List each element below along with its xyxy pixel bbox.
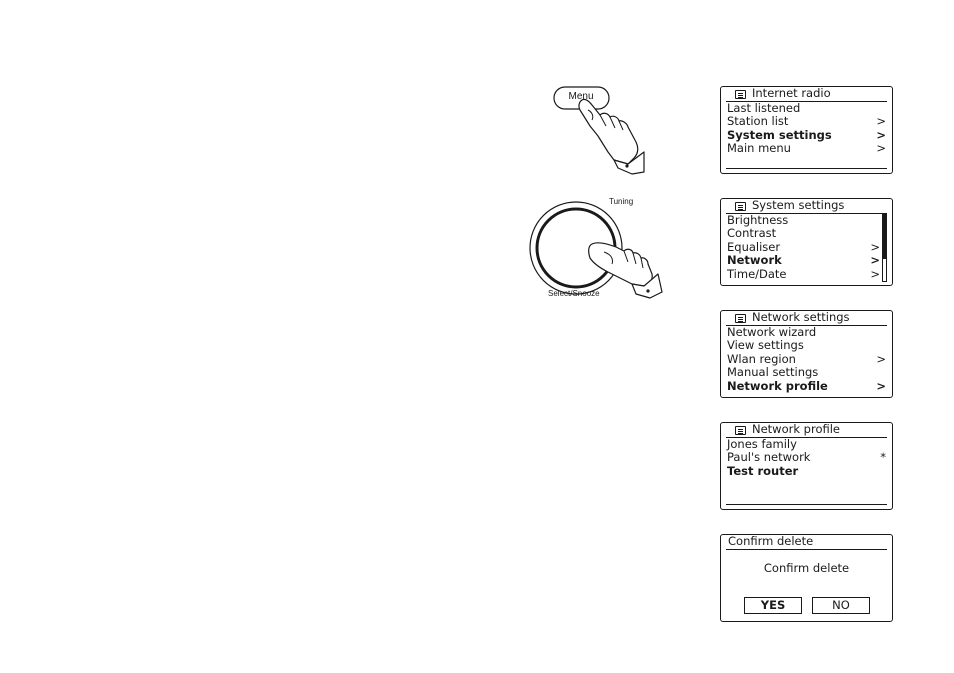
profile-item-test-router[interactable]: Test router xyxy=(727,463,799,478)
tuning-label: Tuning xyxy=(609,197,634,206)
chevron-right-icon: > xyxy=(876,351,886,366)
confirm-message: Confirm delete xyxy=(763,561,850,575)
chevron-right-icon: > xyxy=(876,141,886,156)
menu-button-label: Menu xyxy=(568,91,594,102)
chevron-right-icon: > xyxy=(870,266,880,281)
profile-item-pauls-network[interactable]: Paul's network * xyxy=(727,450,886,465)
menu-item-system-settings[interactable]: System settings > xyxy=(727,127,886,142)
menu-item-contrast[interactable]: Contrast xyxy=(727,226,777,241)
menu-item-time-date[interactable]: Time/Date > xyxy=(727,266,880,281)
menu-item-network-profile[interactable]: Network profile > xyxy=(727,378,886,393)
tuning-knob-illustration xyxy=(528,194,664,304)
confirm-delete-display xyxy=(720,534,893,622)
display-title: Confirm delete xyxy=(726,535,887,550)
display-header xyxy=(726,87,887,102)
menu-item-network-wizard[interactable]: Network wizard xyxy=(727,325,817,339)
scrollbar[interactable] xyxy=(882,214,887,282)
chevron-right-icon: > xyxy=(876,127,886,142)
display-header xyxy=(726,311,887,326)
menu-button-illustration xyxy=(548,82,658,178)
menu-item-wlan-region[interactable]: Wlan region > xyxy=(727,351,886,366)
menu-item-network[interactable]: Network > xyxy=(727,253,880,268)
menu-item-brightness[interactable]: Brightness xyxy=(727,213,789,227)
menu-item-manual-settings[interactable]: Manual settings xyxy=(727,365,819,380)
menu-list-icon xyxy=(735,90,746,99)
profile-item-jones-family[interactable]: Jones family xyxy=(727,437,797,451)
internet-radio-display xyxy=(720,86,893,174)
chevron-right-icon: > xyxy=(870,239,880,254)
menu-list-icon xyxy=(735,202,746,211)
knob-with-hand-icon xyxy=(528,194,664,304)
network-profile-display xyxy=(720,422,893,510)
display-title: System settings xyxy=(752,198,845,213)
menu-item-equaliser[interactable]: Equaliser > xyxy=(727,239,880,254)
menu-item-station-list[interactable]: Station list > xyxy=(727,114,886,129)
scrollbar-thumb[interactable] xyxy=(883,215,886,259)
menu-item-main-menu[interactable]: Main menu > xyxy=(727,141,886,156)
display-header xyxy=(726,199,887,214)
chevron-right-icon: > xyxy=(870,253,880,268)
chevron-right-icon: > xyxy=(876,114,886,129)
display-title: Network settings xyxy=(752,310,850,325)
display-footer-line xyxy=(726,168,887,169)
menu-list-icon xyxy=(735,426,746,435)
system-settings-display xyxy=(720,198,893,286)
active-asterisk-icon: * xyxy=(880,450,886,465)
select-snooze-label: Select/Snooze xyxy=(548,289,600,298)
menu-item-last-listened[interactable]: Last listened xyxy=(727,101,801,115)
yes-button[interactable]: YES xyxy=(744,597,802,614)
menu-list-icon xyxy=(735,314,746,323)
menu-item-view-settings[interactable]: View settings xyxy=(727,338,804,353)
no-button[interactable]: NO xyxy=(812,597,870,614)
display-header xyxy=(726,423,887,438)
chevron-right-icon: > xyxy=(876,378,886,393)
display-title: Network profile xyxy=(752,422,840,437)
display-footer-line xyxy=(726,504,887,505)
display-title: Internet radio xyxy=(752,86,831,101)
network-settings-display xyxy=(720,310,893,398)
